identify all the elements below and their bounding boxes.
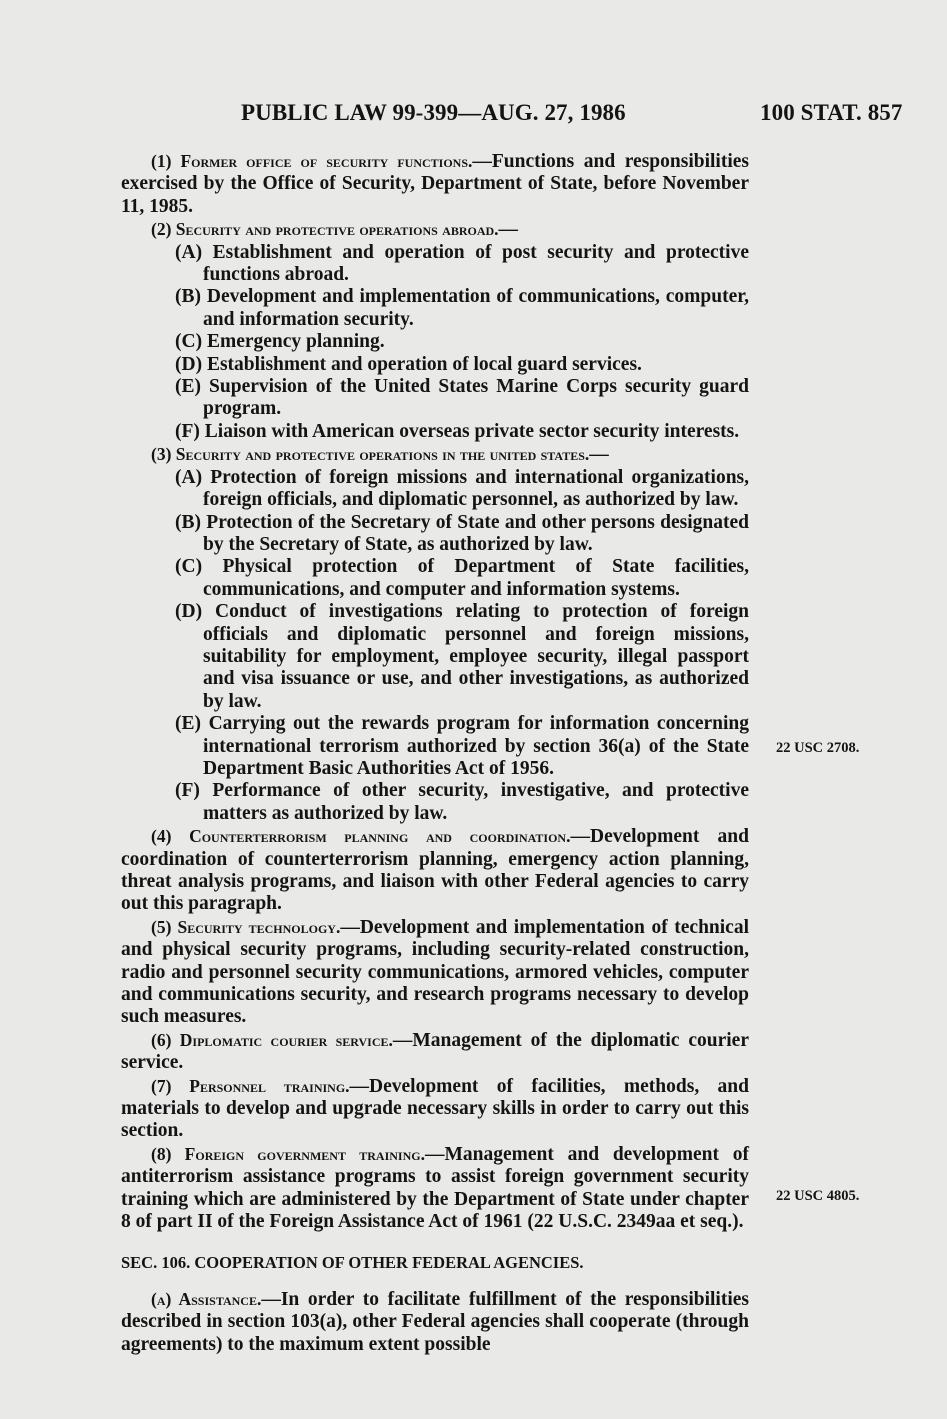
paragraph-heading: (5) Security technology. [151,916,341,937]
paragraph-5 [121,916,749,1029]
paragraph-1 [121,150,749,218]
page-number: 100 STAT. 857 [760,100,903,125]
subparagraph-3c: (C) Physical protection of Department of State facilities, communications, and computer and information systems. [175,556,749,600]
paragraph-text: —Management and development of antiterrorism assistance programs to assist foreign government security training which are administered by the Department of State under chapter 8 of part II of the Foreign Assistance Act of 1961 (22 U.S.C. 2349aa et seq.). [121,1143,750,1233]
paragraph-8 [121,1143,749,1234]
subsection-text: —In order to facilitate fulfillment of the responsibilities described in section 103(a), other Federal agencies shall cooperate (through agreements) to the maximum extent possible [121,1288,749,1355]
running-header-title: PUBLIC LAW 99-399—AUG. 27, 1986 [241,100,626,125]
paragraph-text: —Functions and responsibilities exercised by the Office of Security, Department of State, before November 11, 1985. [121,151,749,217]
paragraph-heading: (2) Security and protective operations abroad. [151,219,499,240]
section-subsection-a [121,1288,749,1356]
paragraph-4 [121,825,749,916]
paragraph-text: —Development of facilities, methods, and materials to develop and upgrade necessary skills in order to carry out this section. [121,1075,749,1142]
subparagraph-2e: (E) Supervision of the United States Marine Corps security guard program. [175,376,749,420]
paragraph-7 [121,1075,749,1143]
margin-citation: 22 USC 4805. [776,1188,860,1204]
subparagraph-2b: (B) Development and implementation of communications, computer, and information security. [175,286,749,330]
paragraph-text: —Development and implementation of technical and physical security programs, including security-related construction, radio and personnel security communications, armored vehicles, computer and communications security, and research programs necessary to develop such measures. [121,916,749,1028]
paragraph-6 [121,1029,749,1075]
paragraph-3: (3) Security and protective operations in the united states.— [151,444,609,466]
paragraph-2: (2) Security and protective operations abroad.— [151,219,519,241]
paragraph-heading: (6) Diplomatic courier service. [151,1029,393,1050]
margin-citation: 22 USC 2708. [776,740,860,756]
paragraph-text: —Management of the diplomatic courier service. [121,1029,749,1074]
section-heading: SEC. 106. COOPERATION OF OTHER FEDERAL AGENCIES. [121,1252,584,1272]
paragraph-heading: (1) Former office of security functions. [151,151,473,171]
subparagraph-3a: (A) Protection of foreign missions and international organizations, foreign officials, and diplomatic personnel, as authorized by law. [175,466,749,511]
subsection-heading: (a) Assistance. [151,1288,262,1309]
subparagraph-3d: (D) Conduct of investigations relating to protection of foreign officials and diplomatic personnel and foreign missions, suitability for employment, employee security, illegal passport and visa issuance or use, and other investigations, as authorized by law. [175,601,749,712]
subparagraph-3e: (E) Carrying out the rewards program for information concerning international terrorism authorized by section 36(a) of the State Department Basic Authorities Act of 1956. [175,713,749,779]
statute-body [121,150,749,1356]
paragraph-heading: (3) Security and protective operations in the united states. [151,444,590,465]
paragraph-text: —Development and coordination of counterterrorism planning, emergency action planning, threat analysis programs, and liaison with other Federal agencies to carry out this paragraph. [121,826,749,915]
subparagraph-2d: (D) Establishment and operation of local guard services. [175,353,642,375]
paragraph-heading: (4) Counterterrorism planning and coordination. [151,826,571,847]
subparagraph-3f: (F) Performance of other security, investigative, and protective matters as authorized by law. [175,780,749,824]
subparagraph-2f: (F) Liaison with American overseas private sector security interests. [175,420,740,442]
subparagraph-3b: (B) Protection of the Secretary of State and other persons designated by the Secretary of State, as authorized by law. [175,511,749,555]
subparagraph-2c: (C) Emergency planning. [175,331,385,353]
paragraph-heading: (7) Personnel training. [151,1075,350,1096]
subparagraph-2a: (A) Establishment and operation of post security and protective functions abroad. [175,241,749,286]
paragraph-heading: (8) Foreign government training. [151,1143,425,1164]
